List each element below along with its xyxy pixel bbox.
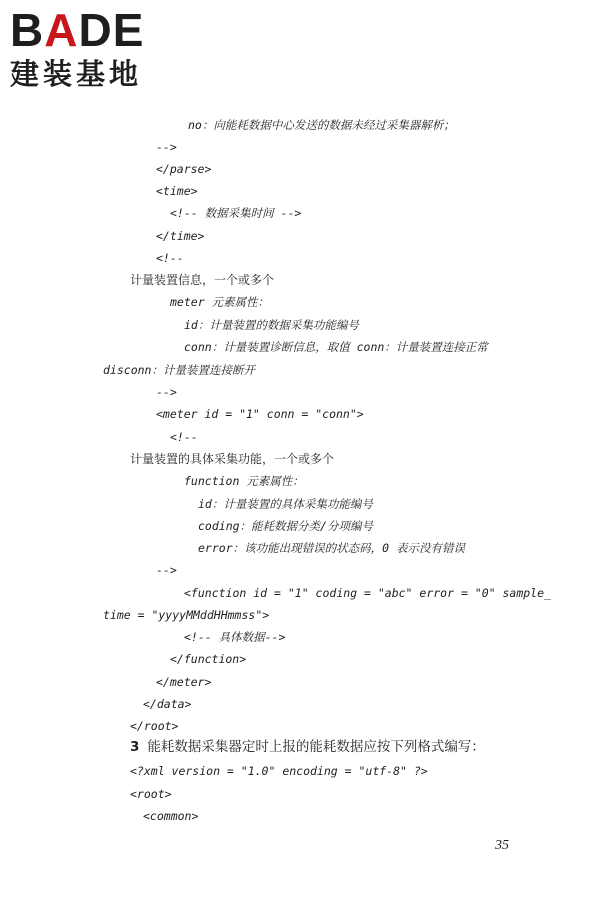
code-line: id：计量装置的具体采集功能编号 <box>198 497 373 511</box>
page-number: 35 <box>495 838 509 853</box>
code-line: </function> <box>170 652 247 666</box>
code-line: <time> <box>156 184 198 198</box>
code-line: id：计量装置的数据采集功能编号 <box>184 318 359 332</box>
brand-logo-tagline: 建装基地 <box>10 57 143 91</box>
code-line: <!-- <box>156 251 184 265</box>
code-line: <!-- 具体数据--> <box>184 630 286 644</box>
code-line: <common> <box>143 809 199 823</box>
code-line: function 元素属性： <box>184 474 304 488</box>
code-line: </root> <box>130 719 179 733</box>
code-line: 计量装置的具体采集功能，一个或多个 <box>130 452 335 466</box>
code-line: <!-- 数据采集时间 --> <box>170 206 302 220</box>
code-line: </time> <box>156 229 205 243</box>
code-line: conn：计量装置诊断信息，取值 conn：计量装置连接正常 <box>184 340 488 354</box>
code-line: <!-- <box>170 430 198 444</box>
code-line: disconn：计量装置连接断开 <box>103 363 255 377</box>
code-line: meter 元素属性： <box>170 295 270 309</box>
code-line: --> <box>156 563 177 577</box>
code-line: error：该功能出现错误的状态码，0 表示没有错误 <box>198 541 465 555</box>
code-line: 计量装置信息，一个或多个 <box>130 273 275 287</box>
code-line: <function id = "1" coding = "abc" error = "0" sample_ <box>184 586 551 600</box>
section-heading <box>130 739 485 755</box>
section-number: 3 <box>130 739 140 755</box>
code-line: </data> <box>143 697 192 711</box>
code-line: --> <box>156 140 177 154</box>
code-line: --> <box>156 385 177 399</box>
brand-logo-mark <box>10 4 180 56</box>
section-text: 能耗数据采集器定时上报的能耗数据应按下列格式编写： <box>147 739 485 755</box>
code-line: <meter id = "1" conn = "conn"> <box>156 407 364 421</box>
code-line: <?xml version = "1.0" encoding = "utf-8" ?> <box>130 764 428 778</box>
code-line: time = "yyyyMMddHHmmss"> <box>103 608 270 622</box>
brand-logo <box>10 4 180 94</box>
code-line: <root> <box>130 787 172 801</box>
code-line: </meter> <box>156 675 212 689</box>
code-line: </parse> <box>156 162 212 176</box>
code-line: coding：能耗数据分类/分项编号 <box>198 519 373 533</box>
code-line: no：向能耗数据中心发送的数据未经过采集器解析； <box>188 118 455 132</box>
logo-brand-text: BADE <box>10 4 145 56</box>
